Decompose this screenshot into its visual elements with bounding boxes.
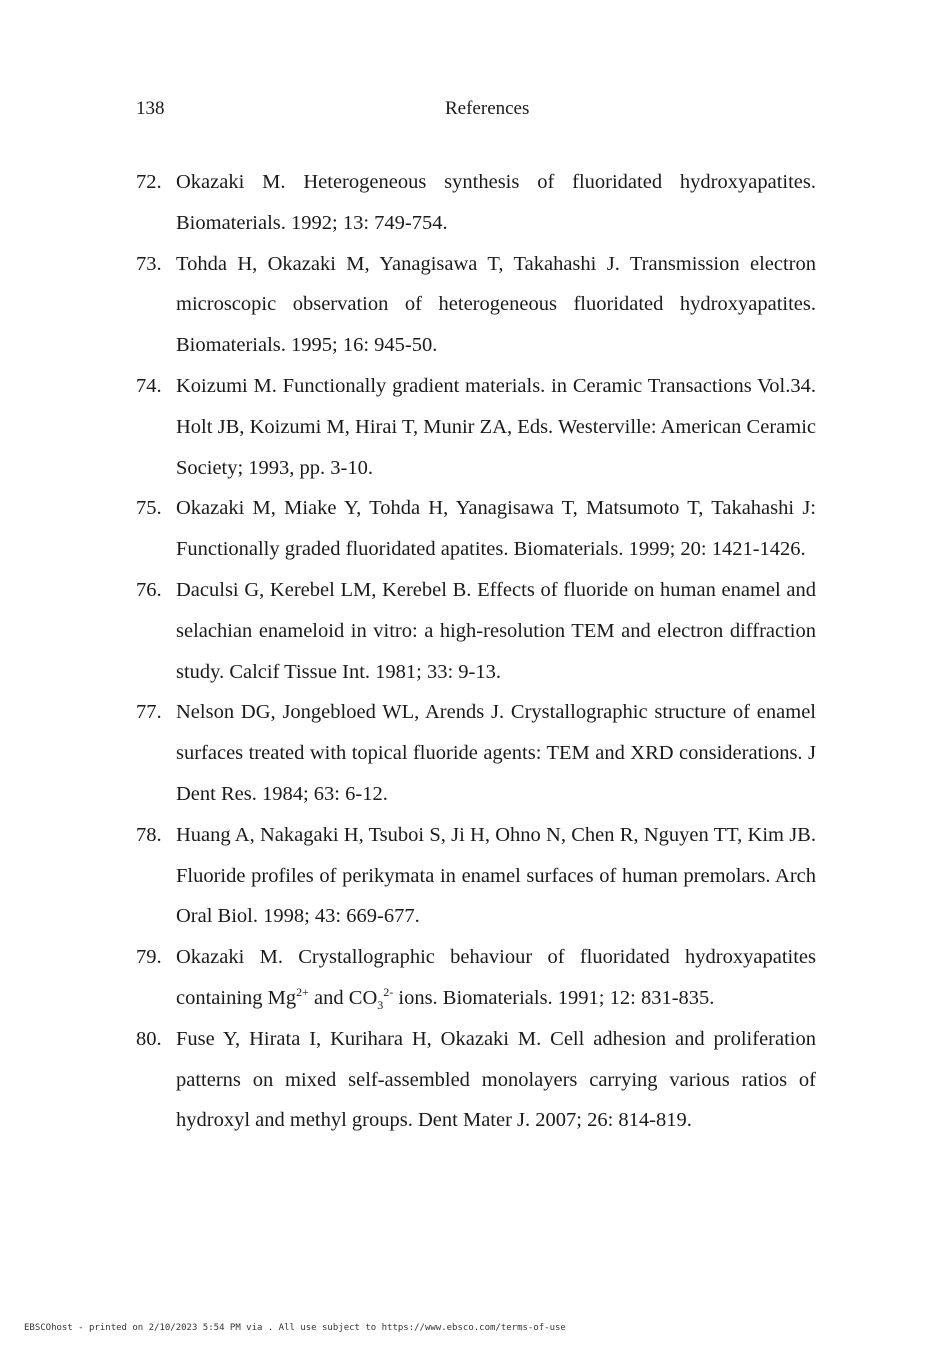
reference-text-part: Okazaki M. Crystallographic behaviour of fluoridated hydroxyapatites containing Mg [176, 946, 816, 1009]
reference-item [136, 692, 816, 814]
reference-item [136, 244, 816, 366]
reference-number: 78. [136, 823, 162, 846]
reference-list [136, 162, 816, 1141]
reference-text-part: and CO [308, 986, 378, 1009]
running-header: References [445, 98, 530, 119]
reference-item [136, 366, 816, 488]
reference-text: Tohda H, Okazaki M, Yanagisawa T, Takahashi J. Transmission electron microscopic observation of heterogeneous fluoridated hydroxyapatites. Biomaterials. 1995; 16: 945-50. [176, 252, 816, 357]
reference-text [176, 946, 816, 1013]
ebsco-footer: EBSCOhost - printed on 2/10/2023 5:54 PM via . All use subject to https://www.ebsco.com/terms-of-use [24, 1323, 566, 1333]
reference-text: Okazaki M, Miake Y, Tohda H, Yanagisawa T, Matsumoto T, Takahashi J: Functionally graded fluoridated apatites. Biomaterials. 1999; 20: 1421-1426. [176, 497, 816, 561]
page-number: 138 [136, 98, 165, 119]
reference-text: Huang A, Nakagaki H, Tsuboi S, Ji H, Ohno N, Chen R, Nguyen TT, Kim JB. Fluoride profiles of perikymata in enamel surfaces of human premolars. Arch Oral Biol. 1998; 43: 669-677. [176, 823, 816, 928]
reference-item [136, 937, 816, 1019]
reference-item [136, 162, 816, 244]
superscript-charge: 2- [383, 985, 394, 1000]
reference-text: Koizumi M. Functionally gradient materials. in Ceramic Transactions Vol.34. Holt JB, Koizumi M, Hirai T, Munir ZA, Eds. Westerville: American Ceramic Society; 1993, pp. 3-10. [176, 374, 816, 479]
subscript-count: 3 [377, 998, 384, 1013]
reference-number: 76. [136, 578, 162, 601]
reference-number: 75. [136, 497, 162, 520]
reference-item [136, 488, 816, 570]
reference-number: 73. [136, 252, 162, 275]
reference-item [136, 1019, 816, 1141]
superscript-charge: 2+ [296, 985, 309, 1000]
reference-number: 80. [136, 1027, 162, 1050]
reference-item [136, 815, 816, 937]
reference-text: Fuse Y, Hirata I, Kurihara H, Okazaki M. Cell adhesion and proliferation patterns on mixed self-assembled monolayers carrying various ratios of hydroxyl and methyl groups. Dent Mater J. 2007; 26: 814-819. [176, 1027, 816, 1132]
reference-number: 72. [136, 171, 162, 193]
reference-text: Daculsi G, Kerebel LM, Kerebel B. Effects of fluoride on human enamel and selachian enameloid in vitro: a high-resolution TEM and electron diffraction study. Calcif Tissue Int. 1981; 33: 9-13. [176, 578, 816, 683]
reference-number: 79. [136, 946, 162, 969]
reference-item [136, 570, 816, 692]
reference-text-part: ions. Biomaterials. 1991; 12: 831-835. [393, 986, 715, 1009]
reference-text: Okazaki M. Heterogeneous synthesis of fluoridated hydroxyapatites. Biomaterials. 1992; 13: 749-754. [176, 171, 816, 234]
reference-number: 74. [136, 374, 162, 397]
reference-text: Nelson DG, Jongebloed WL, Arends J. Crystallographic structure of enamel surfaces treated with topical fluoride agents: TEM and XRD considerations. J Dent Res. 1984; 63: 6-12. [176, 701, 816, 805]
reference-number: 77. [136, 701, 162, 724]
